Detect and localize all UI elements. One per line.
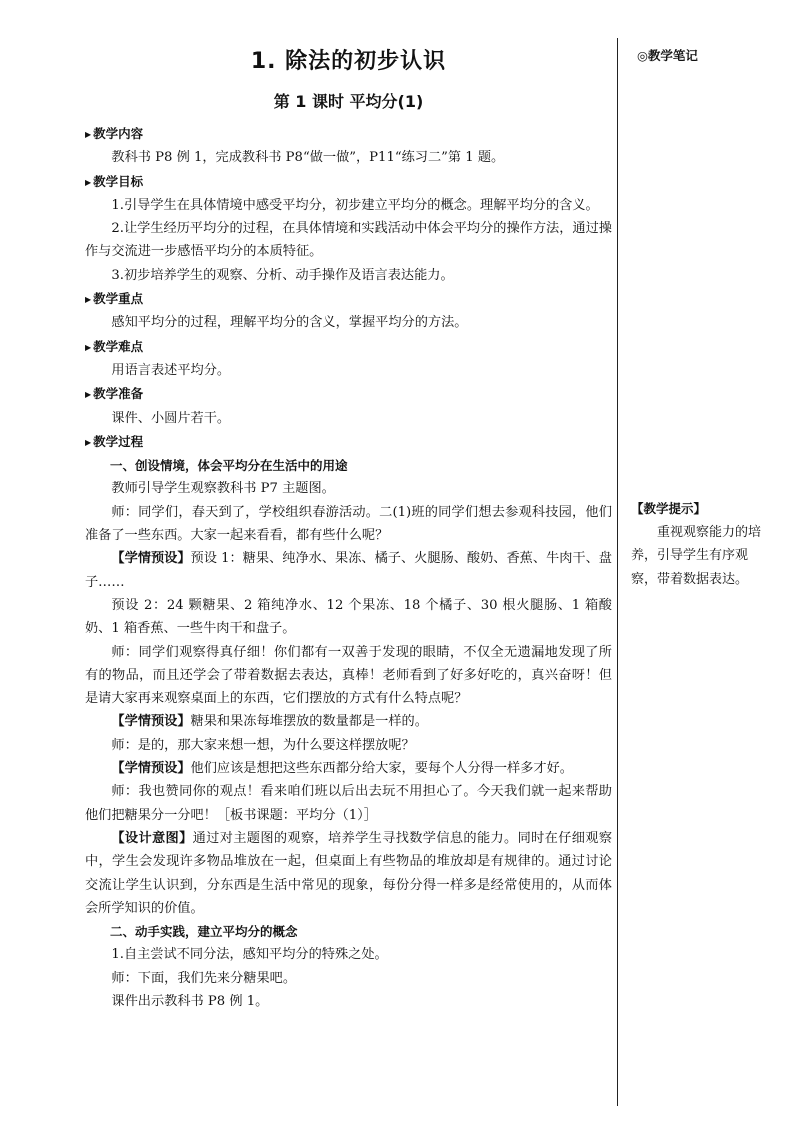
process-paragraph-11: 1.自主尝试不同分法，感知平均分的特殊之处。 <box>111 947 388 963</box>
goal-item-3: 3.初步培养学生的观察、分析、动手操作及语言表达能力。 <box>111 267 454 283</box>
teaching-tip <box>631 497 761 591</box>
lesson-subtitle: 第 1 课时 平均分(1) <box>273 92 424 111</box>
teaching-notes-title: ◎教学笔记 <box>637 48 698 63</box>
process-paragraph-1: 教师引导学生观察教科书 P7 主题图。 <box>111 481 335 497</box>
learning-preset-tag: 【学情预设】 <box>111 761 191 777</box>
difficulty-text: 用语言表述平均分。 <box>111 362 231 378</box>
section-heading-prep: ▶ 教学准备 <box>85 386 144 402</box>
key-text: 感知平均分的过程，理解平均分的含义，掌握平均分的方法。 <box>111 315 468 331</box>
section-heading-difficulty: ▶ 教学难点 <box>85 338 144 354</box>
column-divider <box>617 38 618 1106</box>
section-heading-process: ▶ 教学过程 <box>85 433 144 449</box>
process-paragraph-7: 师：是的，那大家来想一想，为什么要这样摆放呢？ <box>111 737 415 753</box>
learning-preset-tag: 【学情预设】 <box>111 551 191 567</box>
prep-text: 课件、小圆片若干。 <box>111 410 231 426</box>
learning-preset-tag: 【学情预设】 <box>111 714 191 730</box>
design-intent-tag: 【设计意图】 <box>111 830 193 846</box>
triangle-bullet-icon: ▶ <box>85 437 92 447</box>
process-paragraph-6: 【学情预设】糖果和果冻每堆摆放的数量都是一样的。 <box>111 714 428 730</box>
process-paragraph-13: 课件出示教科书 P8 例 1。 <box>111 993 269 1009</box>
goal-item-1: 1.引导学生在具体情境中感受平均分，初步建立平均分的概念。理解平均分的含义。 <box>111 197 599 213</box>
document-title: 1. 除法的初步认识 <box>250 49 447 74</box>
triangle-bullet-icon: ▶ <box>85 130 92 139</box>
goal-item-2: 2.让学生经历平均分的过程，在具体情境和实践活动中体会平均分的操作方法，通过操作与交流进一步感悟平均分的本质特征。 <box>85 221 612 260</box>
lesson-plan-main <box>85 44 612 1013</box>
content-text: 教科书 P8 例 1，完成教科书 P8“做一做”，P11“练习二”第 1 题。 <box>111 150 505 166</box>
process-paragraph-3: 【学情预设】预设 1：糖果、纯净水、果冻、橘子、火腿肠、酸奶、香蕉、牛肉干、盘子…… <box>85 551 612 590</box>
process-paragraph-12: 师：下面，我们先来分糖果吧。 <box>111 970 297 986</box>
process-paragraph-8: 【学情预设】他们应该是想把这些东西都分给大家，要每个人分得一样多才好。 <box>111 761 573 777</box>
process-paragraph-5: 师：同学们观察得真仔细！你们都有一双善于发现的眼睛，不仅全无遗漏地发现了所有的物品，而且还学会了带着数据去表达，真棒！老师看到了好多好吃的，真兴奋呀！但是请大家再来观察桌面上的东西，它们摆放的方式有什么特点呢？ <box>85 644 612 707</box>
triangle-bullet-icon: ▶ <box>85 342 92 352</box>
process-paragraph-9: 师：我也赞同你的观点！看来咱们班以后出去玩不用担心了。今天我们就一起来帮助他们把糖果分一分吧！［板书课题：平均分（1）］ <box>85 784 612 823</box>
section-heading-content: ▶ 教学内容 <box>85 126 144 141</box>
teaching-tip-title: 【教学提示】 <box>631 501 707 516</box>
teaching-tip-body: 重视观察能力的培养，引导学生有序观察，带着数据表达。 <box>631 524 762 587</box>
section-heading-goals: ▶ 教学目标 <box>85 173 144 189</box>
process-paragraph-10: 【设计意图】通过对主题图的观察，培养学生寻找数学信息的能力。同时在仔细观察中，学生会发现许多物品堆放在一起，但桌面上有些物品的堆放却是有规律的。通过讨论交流让学生认识到，分东西是生活中常见的现象，每份分得一样多是经常使用的，从而体会所学知识的价值。 <box>85 830 613 916</box>
part1-title: 一、创设情境，体会平均分在生活中的用途 <box>110 458 348 474</box>
triangle-bullet-icon: ▶ <box>85 177 92 187</box>
section-heading-key: ▶ 教学重点 <box>85 291 144 307</box>
triangle-bullet-icon: ▶ <box>85 295 92 305</box>
process-paragraph-2: 师：同学们，春天到了，学校组织春游活动。二(1)班的同学们想去参观科技园，他们准备了一些东西。大家一起来看看，都有些什么呢？ <box>85 504 612 544</box>
triangle-bullet-icon: ▶ <box>85 390 92 400</box>
part2-title: 二、动手实践，建立平均分的概念 <box>110 924 298 940</box>
process-paragraph-4: 预设 2：24 颗糖果、2 箱纯净水、12 个果冻、18 个橘子、30 根火腿肠、1 箱酸奶、1 箱香蕉、一些牛肉干和盘子。 <box>85 597 612 637</box>
